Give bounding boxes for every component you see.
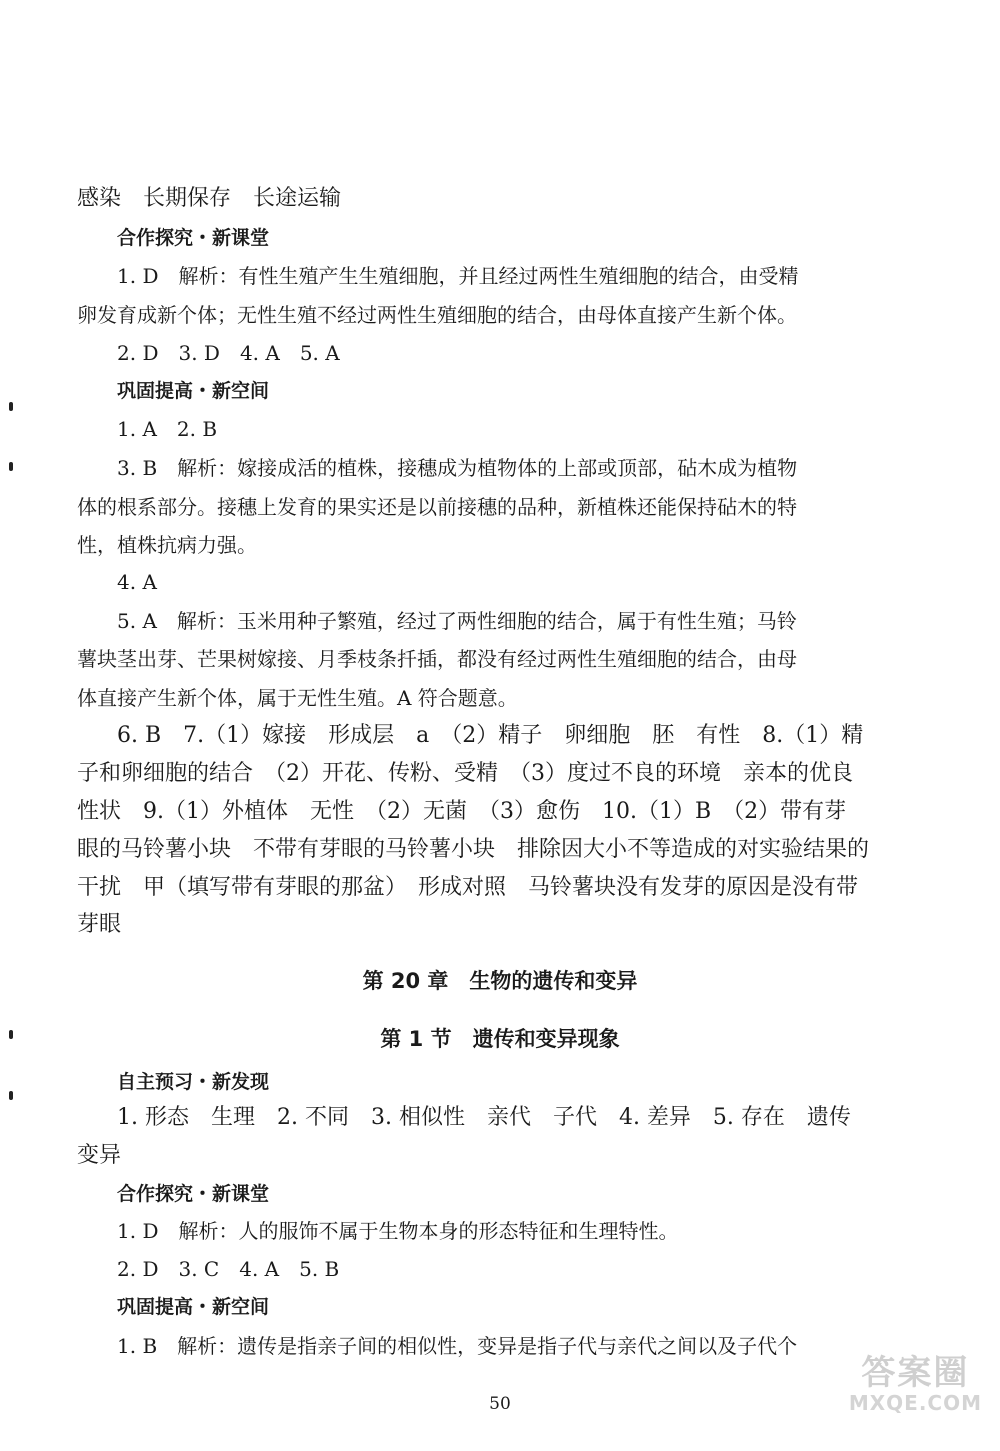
scan-mark	[9, 1030, 13, 1039]
scan-mark	[9, 462, 13, 471]
text-line: 3. B 解析：嫁接成活的植株，接穗成为植物体的上部或顶部，砧木成为植物	[117, 456, 798, 480]
section-heading-cooperate: 合作探究・新课堂	[117, 1183, 270, 1205]
text-line: 卵发育成新个体；无性生殖不经过两性生殖细胞的结合，由母体直接产生新个体。	[77, 303, 797, 327]
text-line: 变异	[77, 1143, 122, 1168]
text-line: 体的根系部分。接穗上发育的果实还是以前接穗的品种，新植株还能保持砧木的特	[77, 495, 797, 519]
text-line: 1. D 解析：人的服饰不属于生物本身的形态特征和生理特性。	[117, 1219, 679, 1243]
section-heading-consolidate: 巩固提高・新空间	[117, 1296, 270, 1318]
section-heading-consolidate: 巩固提高・新空间	[117, 380, 270, 402]
text-line: 性，植株抗病力强。	[77, 533, 257, 557]
text-line: 1. A 2. B	[117, 417, 218, 441]
text-line: 感染 长期保存 长途运输	[77, 186, 342, 211]
chapter-title: 第 20 章 生物的遗传和变异	[362, 969, 638, 993]
section-title: 第 1 节 遗传和变异现象	[380, 1027, 620, 1051]
text-line: 体直接产生新个体，属于无性生殖。A 符合题意。	[77, 686, 518, 710]
text-line: 5. A 解析：玉米用种子繁殖，经过了两性细胞的结合，属于有性生殖；马铃	[117, 609, 797, 633]
scan-mark	[9, 1091, 13, 1100]
section-heading-cooperate: 合作探究・新课堂	[117, 227, 270, 249]
text-line: 1. D 解析：有性生殖产生生殖细胞，并且经过两性生殖细胞的结合，由受精	[117, 264, 799, 288]
text-line: 薯块茎出芽、芒果树嫁接、月季枝条扦插，都没有经过两性生殖细胞的结合，由母	[77, 647, 797, 671]
text-line: 眼的马铃薯小块 不带有芽眼的马铃薯小块 排除因大小不等造成的对实验结果的	[77, 837, 870, 862]
page-number: 50	[489, 1394, 511, 1414]
text-line: 2. D 3. D 4. A 5. A	[117, 341, 340, 365]
text-line: 芽眼	[77, 912, 122, 937]
text-line: 6. B 7.（1）嫁接 形成层 a （2）精子 卵细胞 胚 有性 8.（1）精	[117, 723, 864, 748]
watermark-text: 答案圈	[861, 1353, 970, 1393]
scan-mark	[9, 402, 13, 411]
text-line: 1. 形态 生理 2. 不同 3. 相似性 亲代 子代 4. 差异 5. 存在 遗传	[117, 1105, 851, 1130]
text-line: 2. D 3. C 4. A 5. B	[117, 1257, 340, 1281]
text-line: 子和卵细胞的结合 （2）开花、传粉、受精 （3）度过不良的环境 亲本的优良	[77, 761, 853, 786]
text-line: 干扰 甲（填写带有芽眼的那盆） 形成对照 马铃薯块没有发芽的原因是没有带	[77, 875, 859, 900]
section-heading-preview: 自主预习・新发现	[117, 1071, 270, 1093]
text-line: 性状 9.（1）外植体 无性 （2）无菌 （3）愈伤 10.（1）B （2）带有芽	[77, 799, 847, 824]
watermark-logo	[848, 1353, 982, 1418]
text-line: 1. B 解析：遗传是指亲子间的相似性，变异是指子代与亲代之间以及子代个	[117, 1334, 798, 1358]
text-line: 4. A	[117, 570, 157, 594]
watermark-url: MXQE.COM	[848, 1391, 982, 1415]
